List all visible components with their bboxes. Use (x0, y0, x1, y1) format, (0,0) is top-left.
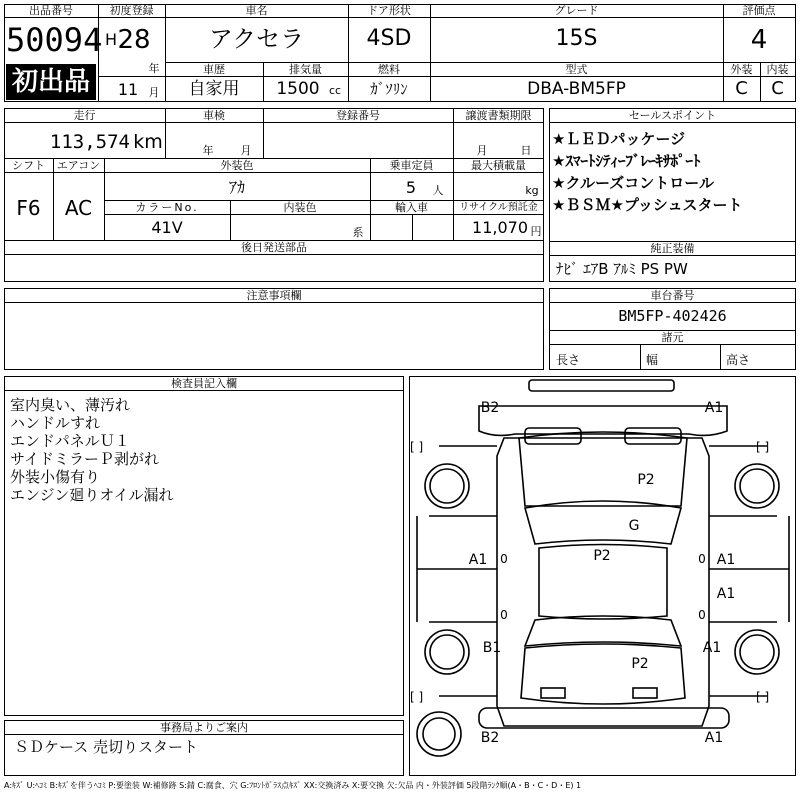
caution-label: 注意事項欄 (246, 289, 302, 302)
lot-number: 50094 (6, 21, 103, 59)
diagram-zero: 0 (698, 552, 706, 566)
interior-color-label: 内装色 (283, 201, 317, 214)
history-label: 車歴 (203, 63, 225, 76)
capacity: 5 (405, 178, 417, 197)
recycle-label: リサイクル預託金 (459, 202, 538, 213)
diagram-code-right-rear: A1 (702, 640, 722, 656)
registration-era: H (104, 30, 118, 49)
inspector-note: エンジン廻りオイル漏れ (10, 486, 174, 504)
fuel-label: 燃料 (378, 63, 400, 76)
sales-point-item: ★ＢＳＭ★プッシュスタート (552, 196, 743, 214)
equipment-label: 純正装備 (650, 242, 695, 255)
diagram-code-trunk: P2 (631, 656, 649, 672)
plate-label: 登録番号 (336, 109, 380, 122)
car-outline (409, 376, 796, 776)
registration-month: 11 (117, 80, 139, 99)
diagram-code-bottom-left: B2 (480, 730, 500, 746)
diagram-code-top-right: A1 (704, 400, 724, 416)
mileage: 113,574 (49, 131, 130, 153)
diagram-code-right-rear-door: A1 (716, 586, 736, 602)
diagram-code-bottom-right: A1 (704, 730, 724, 746)
diagram-bracket: [ ] (756, 690, 770, 704)
car-name-label: 車名 (165, 4, 348, 18)
capacity-unit: 人 (432, 184, 444, 197)
inspector-note: 外装小傷有り (10, 468, 101, 486)
exterior-grade: C (735, 78, 748, 99)
transfer-label: 譲渡書類期限 (465, 109, 532, 122)
exterior-label: 外装 (730, 63, 753, 76)
inspection-year-unit: 年 (202, 144, 214, 157)
diagram-bracket: [ ] (410, 690, 424, 704)
ac: AC (64, 196, 93, 220)
transfer-month-unit: 月 (476, 144, 488, 157)
diagram-code-right-front-door: A1 (716, 552, 736, 568)
import-label: 輸入車 (395, 201, 428, 214)
capacity-label: 乗車定員 (389, 159, 434, 172)
later-parts-label: 後日発送部品 (241, 241, 307, 254)
color-no-label: カラーNo. (135, 201, 199, 214)
recycle-unit: 円 (530, 225, 542, 238)
grade-label: グレード (430, 4, 723, 18)
color-no: 41V (151, 218, 183, 237)
dimensions-label: 諸元 (661, 331, 684, 344)
diagram-code-left-side: A1 (468, 552, 488, 568)
door-type: 4SD (366, 26, 412, 51)
inspector-note: 室内臭い、薄汚れ (10, 396, 131, 414)
model-label: 型式 (565, 63, 588, 76)
mileage-label: 走行 (73, 109, 96, 122)
diagram-code-top-left: B2 (480, 400, 500, 416)
inspector-note: ハンドルすれ (10, 414, 101, 432)
recycle-fee: 11,070 (472, 218, 528, 237)
diagram-code-windshield: G (628, 518, 640, 534)
inspector-note: サイドミラーＰ剥がれ (10, 450, 159, 468)
interior-color-unit: 系 (352, 226, 364, 239)
history: 自家用 (188, 79, 240, 99)
sales-points-label: セールスポイント (628, 109, 716, 122)
score: 4 (750, 25, 768, 55)
diagram-code-roof: P2 (593, 548, 611, 564)
shift-label: シフト (12, 159, 45, 172)
first-listing-badge: 初出品 (6, 64, 96, 100)
displacement-label: 排気量 (289, 63, 322, 76)
sales-point-item: ★ＬＥＤパッケージ (552, 130, 686, 148)
interior-grade: C (771, 78, 784, 99)
model: DBA-BM5FP (527, 79, 626, 99)
transfer-day-unit: 日 (520, 144, 532, 157)
displacement-unit: cc (328, 84, 342, 97)
registration-label: 初度登録 (98, 4, 165, 18)
inspection-label: 車検 (203, 109, 225, 122)
diagram-bracket: [ ] (410, 440, 424, 454)
diagram-bracket: [ ] (756, 440, 770, 454)
shift: F6 (16, 196, 41, 220)
inspection-month-unit: 月 (240, 144, 252, 157)
diagram-zero: 0 (500, 552, 508, 566)
registration-month-unit: 月 (148, 86, 160, 99)
color-label: 外装色 (220, 159, 254, 172)
diagram-code-bonnet: P2 (637, 472, 655, 488)
chassis-number: BM5FP-402426 (618, 307, 727, 325)
ac-label: エアコン (56, 159, 101, 172)
load-unit: kg (525, 184, 539, 197)
diagram-zero: 0 (500, 608, 508, 622)
sales-point-item: ★ｽﾏｰﾄｼﾃｨｰﾌﾞﾚｰｷｻﾎﾟｰﾄ (552, 152, 701, 170)
office-message: ＳＤケース 売切りスタート (14, 738, 199, 756)
grade: 15S (555, 26, 598, 51)
mileage-unit: km (133, 131, 163, 153)
door-label: ドア形状 (348, 4, 430, 18)
car-name: アクセラ (208, 25, 305, 53)
chassis-label: 車台番号 (650, 289, 695, 302)
load-label: 最大積載量 (471, 159, 526, 172)
interior-label: 内装 (766, 63, 789, 76)
sales-point-item: ★クルーズコントロール (552, 174, 714, 192)
equipment: ﾅﾋﾞ ｴｱB ｱﾙﾐ PS PW (556, 260, 688, 278)
office-label: 事務局よりご案内 (160, 721, 248, 734)
lot-number-label: 出品番号 (4, 4, 98, 18)
length-label: 長さ (556, 353, 581, 367)
inspector-label: 検査員記入欄 (171, 377, 237, 390)
registration-year: 28 (117, 25, 151, 55)
diagram-code-left-rear: B1 (482, 640, 502, 656)
height-label: 高さ (726, 353, 751, 367)
fuel: ｶﾞｿﾘﾝ (370, 80, 408, 98)
score-label: 評価点 (723, 4, 795, 18)
exterior-color: ｱｶ (228, 178, 245, 197)
registration-year-unit: 年 (148, 62, 160, 75)
width-label: 幅 (646, 353, 659, 367)
legend: A:ｷｽﾞ U:ﾍｺﾐ B:ｷｽﾞを伴うﾍｺﾐ P:要塗装 W:補修跡 S:錆 C:腐食、穴 G:ﾌﾛﾝﾄｶﾞﾗｽ点ｷｽﾞ XX:交換済み X:要交換 欠:欠品 内・外装評価 5段階ﾗﾝｸ順(A・B・C・D・E) 1 (4, 781, 582, 790)
displacement: 1500 (276, 79, 320, 99)
diagram-zero: 0 (698, 608, 706, 622)
inspector-note: エンドパネルＵ１ (10, 432, 130, 450)
